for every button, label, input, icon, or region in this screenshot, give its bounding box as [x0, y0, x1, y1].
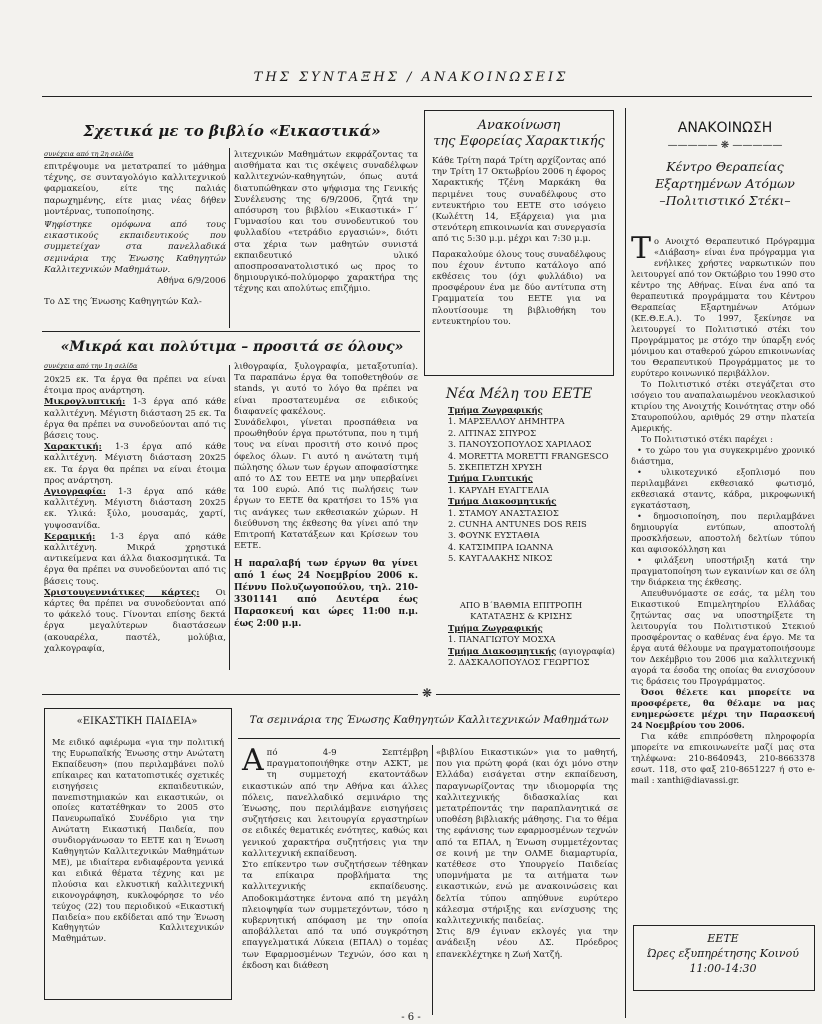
member-item: 5. ΣΚΕΠΕΤΖΗ ΧΡΥΣΗ	[448, 462, 543, 473]
small-receipt-note: Η παραλαβή των έργων θα γίνει από 1 έως 24 Νοεμβρίου 2006 κ. Πέννυ Πολυζωγοπούλου, τηλ. 210-3301141 από Δευτέρα έως Παρασκευή και ώρες 11:00 π.μ. έως 2:00 μ.μ.	[234, 559, 418, 630]
members-list: Τμήμα Ζωγραφικής 1. ΜΑΡΣΕΛΛΟΥ ΔΗΜΗΤΡΑ 2. ΛΙΤΙΝΑΣ ΣΠΥΡΟΣ 3. ΠΑΝΟΥΣΟΠΟΥΛΟΣ ΧΑΡΙΛΑΟΣ 4. MORETTA MORETTI FRANGESCO 5. ΣΚΕΠΕΤΖΗ ΧΡΥΣΗ Τμήμα Γλυπτικής 1. ΚΑΡΥΔΗ ΕΥΑΓΓΕΛΙΑ Τμήμα Διακοσμητικής 1. ΣΤΑΜΟΥ ΑΝΑΣΤΑΣΙΟΣ 2. CUNHA ANTUNES DOS REIS 3. ΦΟΥΝΚ ΕΥΣΤΑΘΙΑ 4. ΚΑΤΣΙΜΠΡΑ ΙΩΑΝΝΑ 5. ΚΑΥΓΑΛΑΚΗΣ ΝΙΚΟΣ	[448, 405, 620, 565]
engraving-paragraph: Κάθε Τρίτη παρά Τρίτη αρχίζοντας από την Τρίτη 17 Οκτωβρίου 2006 η έφορος Χαρακτικής Τζένη Μαρκάκη θα περιμένει τους συναδέλφους στο εντευκτήριο του ΕΕΤΕ στο ισόγειο (Κωλέττη 14, Εξάρχεια) για μια στενότερη επικοινωνία και συνεργασία από τις 5:30 μ.μ. μέχρι και 7:30 μ.μ.	[432, 156, 606, 245]
announcement-bullet: • το χώρο του για συγκεκριμένο χρονικό διάστημα,	[631, 445, 815, 466]
ornament-icon: ❋	[418, 686, 436, 700]
column-rule	[625, 108, 626, 1018]
announcement-bullet: • υλικοτεχνικό εξοπλισμό που περιλαμβάνει εκθεσιακό φωτισμό, εκθεσιακά σταντς, κάδρα, μικροφωνική εγκατάσταση,	[631, 467, 815, 510]
member-item: 1. ΣΤΑΜΟΥ ΑΝΑΣΤΑΣΙΟΣ	[448, 507, 559, 518]
member-item: 2. CUNHA ANTUNES DOS REIS	[448, 519, 587, 530]
column-rule	[229, 148, 230, 328]
small-paragraph: Συνάδελφοι, γίνεται προσπάθεια να προωθηθούν έργα πρωτότυπα, που η τιμή τους να είναι προσιτή στο κοινό προς όφελος όλων. Γι αυτό η ανώτατη τιμή πώλησης όλων των έργων αποφασίστηκε από το ΔΣ του ΕΕΤΕ να μην υπερβαίνει τα 100 ευρώ. Από τις πωλήσεις των έργων το ΕΕΤΕ θα κρατήσει το 15% για τις ανάγκες των εκθεσιακών χώρων. Η διεύθυνση της έκθεσης θα γίνει από την Επιτροπή Κατατάξεων και Κρίσεων του ΕΕΤΕ.	[234, 418, 418, 552]
member-item: 1. ΜΑΡΣΕΛΛΟΥ ΔΗΜΗΤΡΑ	[448, 416, 565, 427]
small-paragraph: 20x25 εκ. Τα έργα θα πρέπει να είναι έτοιμα προς ανάρτηση.	[44, 375, 226, 397]
announcement-bold-note: Όσοι θέλετε και μπορείτε να προσφέρετε, θα θέλαμε να μας ενημερώσετε μέχρι την Παρασκευή 24 Νοεμβρίου του 2006.	[631, 687, 815, 730]
announcement-subtitle: Κέντρο Θεραπείας Εξαρτημένων Ατόμων –Πολιτιστικό Στέκι–	[655, 159, 795, 208]
seminar-left-column: Από 4-9 Σεπτέμβρη πραγματοποιήθηκε στην ΑΣΚΤ, με τη συμμετοχή εκατοντάδων εικαστικών από την Αθήνα και άλλες πόλεις, πανελλαδικό σεμινάριο της Ένωσης, που περιλάμβανε εισηγήσεις συζητήσεις και λειτουργία εργαστηρίων σε ειδικές θεματικές ενότητες, καθώς και γενικού χαρακτήρα συζητήσεις για την καλλιτεχνική εκπαίδευση. Στο επίκεντρο των συζητήσεων τέθηκαν τα επίκαιρα προβλήματα της καλλιτεχνικής εκπαίδευσης. Αποδοκιμάστηκε έντονα από τη μεγάλη πλειοψηφία των συμμετεχόντων, τόσο η κυβερνητική απόφαση με την οποία αποβάλλεται από τα υπό συγκρότηση επαγγελματικά Λύκεια (ΕΠΑΛ) ο τομέας των Εφαρμοσμένων Τεχνών, όσο και η έκδοση και διάθεση	[242, 743, 428, 971]
engraving-title: Ανακοίνωση της Εφορείας Χαρακτικής	[433, 118, 605, 149]
small-paragraph: Μικρογλυπτική: 1-3 έργα από κάθε καλλιτέχνη. Μέγιστη διάσταση 25 εκ. Τα έργα θα πρέπει να συνοδεύονται από τις βάσεις τους.	[44, 397, 226, 442]
section-rule	[42, 331, 420, 332]
announcement-title: ΑΝΑΚΟΙΝΩΣΗ	[677, 120, 773, 136]
book-article-title: Σχετικά με το βιβλίο «Εικαστικά»	[83, 122, 381, 140]
page-header: ΤΗΣ ΣΥΝΤΑΞΗΣ / ΑΝΑΚΟΙΝΩΣΕΙΣ	[253, 70, 569, 85]
book-paragraph: επιτρέψουμε να μετατραπεί το μάθημα τέχνης, σε συνταγολόγιο καλλιτεχνικού φαρμακείου, είτε της παλιάς παρωχημένης, είτε μιας νέας δήθεν μοντέρνας, τυποποίησης.	[44, 162, 226, 217]
seminar-drop-cap: Α	[242, 743, 264, 778]
eete-hours: ΕΕΤΕ Ώρες εξυπηρέτησης Κοινού 11:00-14:30	[647, 932, 799, 975]
member-item: 2. ΛΙΤΙΝΑΣ ΣΠΥΡΟΣ	[448, 427, 537, 438]
engraving-body	[432, 156, 606, 328]
book-article-right-column	[234, 150, 418, 296]
column-rule	[229, 365, 230, 670]
section-rule	[42, 694, 620, 695]
announcement-body: Το Ανοιχτό Θεραπευτικό Πρόγραμμα «Διάβαση» είναι ένα πρόγραμμα για ενήλικες χρήστες ναρκωτικών που λειτουργεί από τον Οκτώβριο του 1990 στο κέντρο της Αθήνας. Είναι ένα από τα θεραπευτικά προγράμματα του Κέντρου Θεραπείας Εξαρτημένων Ατόμων (ΚΕ.Θ.Ε.Α.). Το 1997, ξεκίνησε να λειτουργεί το Πολιτιστικό στέκι του Προγράμματος με στόχο την ύπαρξη ενός μόνιμου και σταθερού χώρου επικοινωνίας του Θεραπευτικού Προγράμματος με το ευρύτερο κοινωνικό περιβάλλον. Το Πολιτιστικό στέκι στεγάζεται στο ισόγειο του αναπαλαιωμένου νεοκλασικού κτιρίου της Ανοιχτής Κοινότητας στην οδό Σταυροπούλου, αριθμός 29 στην πλατεία Αμερικής. Το Πολιτιστικό στέκι παρέχει : • το χώρο του για συγκεκριμένο χρονικό διάστημα, • υλικοτεχνικό εξοπλισμό που περιλαμβάνει εκθεσιακό φωτισμό, εκθεσιακά σταντς, κάδρα, μικροφωνική εγκατάσταση, • δημοσιοποίηση, που περιλαμβάνει δημιουργία εντύπων, αποστολή προσκλήσεων, αποστολή δελτίων τύπου και αφισοκόλληση και • φιλάξενη υποστήριξη κατά την πραγματοποίηση των εγκαινίων και σε όλη την διάρκεια της έκθεσης. Απευθυνόμαστε σε εσάς, τα μέλη του Εικαστικού Επιμελητηρίου Ελλάδας ζητώντας σας να υποστηρίξετε τη λειτουργία του Πολιτιστικού Στεκιού προσφέροντας ο καθένας ένα έργο. Με τα έργα αυτά θέλουμε να πραγματοποιήσουμε τον Δεκέμβριο του 2006 μια καλλιτεχνική αγορά τα έσοδα της οποίας θα ενισχύσουν τις δράσεις του Προγράμματος. Όσοι θέλετε και μπορείτε να προσφέρετε, θα θέλαμε να μας ενημερώσετε μέχρι την Παρασκευή 24 Νοεμβρίου του 2006. Για κάθε επιπρόσθετη πληροφορία μπορείτε να επικοινωνείτε μαζί μας στα τηλέφωνα: 210-8640943, 210-8663378 εσωτ. 118, στο φαξ 210-8651227 ή στο e-mail : xanthi@diavassi.gr.	[631, 231, 816, 785]
small-paragraph: λιθογραφία, ξυλογραφία, μεταξοτυπία). Τα παραπάνω έργα θα τοποθετηθούν σε stands, γι αυτό το λόγο θα πρέπει να είναι προστατευμένα σε ειδικούς διαφανείς φακέλους.	[234, 362, 418, 417]
section-rule	[238, 738, 620, 739]
book-vote-note: Ψηφίστηκε ομόφωνα από τους εικαστικούς εκπαιδευτικούς που συμμετείχαν στα πανελλαδικά σεμινάρια της Ένωσης Καθηγητών Καλλιτεχνικών Μαθημάτων.	[44, 220, 226, 275]
education-body: Με ειδικό αφιέρωμα «για την πολιτική της Ευρωπαϊκής Ένωσης στην Ανώτατη Εκπαίδευση» (που περιλαμβάνει πολύ επίκαιρες και κατατοπιστικές σχετικές εισηγήσεις εκπαιδευτικών, πανεπιστημιακών και εικαστικών, οι οποίες κατατέθηκαν το 2005 στο Πανευρωπαϊκό Συνέδριο για την Ανώτατη Εικαστική Παιδεία, που συνδιοργάνωσαν το ΕΕΤΕ και η Ένωση Καθηγητών Καλλιτεχνικών Μαθημάτων ΜΕ), με ιδιαίτερα ενδιαφέροντα γενικά και ειδικά θέματα τέχνης και με πλούσια και ελκυστική καλλιτεχνική εικονογράφηση, κυκλοφόρησε το νέο τεύχος (22) του περιοδικού «Εικαστική Παιδεία» που εκδίδεται από την Ένωση Καθηγητών Καλλιτεχνικών Μαθημάτων.	[52, 737, 224, 944]
small-article-title: «Μικρά και πολύτιμα – προσιτά σε όλους»	[60, 339, 404, 355]
announcement-bullet: • φιλάξενη υποστήριξη κατά την πραγματοποίηση των εγκαινίων και σε όλη την διάρκεια της έκθεσης.	[631, 555, 816, 587]
member-item: 5. ΚΑΥΓΑΛΑΚΗΣ ΝΙΚΟΣ	[448, 553, 553, 564]
small-paragraph: Χριστουγεννιάτικες κάρτες: Οι κάρτες θα πρέπει να συνοδεύονται από το φάκελό τους. Γίνονται επίσης δεκτά έργα μεγαλύτερων διαστάσεων (ακουαρέλα, παστέλ, μολύβια, χαλκογραφία,	[44, 587, 226, 654]
member-item: 4. ΚΑΤΣΙΜΠΡΑ ΙΩΑΝΝΑ	[448, 541, 554, 552]
small-paragraph: Αγιογραφία: 1-3 έργα από κάθε καλλιτέχνη. Μέγιστη διάσταση 20x25 εκ. Υλικά: ξύλο, μουσαμάς, χαρτί, γυψοσανίδα.	[44, 487, 226, 531]
small-article-right-column	[234, 362, 418, 630]
member-item: 3. ΠΑΝΟΥΣΟΠΟΥΛΟΣ ΧΑΡΙΛΑΟΣ	[448, 439, 592, 450]
small-article-left-column	[44, 375, 226, 655]
small-paragraph: Κεραμική: 1-3 έργα από κάθε καλλιτέχνη. Μικρά χρηστικά αντικείμενα και άλλα διακοσμητικά. Τα έργα θα πρέπει να συνοδεύονται από τις βάσεις τους.	[44, 531, 226, 587]
grade-committee-heading: ΑΠΟ Β΄ΒΑΘΜΙΑ ΕΠΙΤΡΟΠΗ ΚΑΤΑΤΑΞΗΣ & ΚΡΙΣΗΣ	[459, 600, 583, 622]
education-title: «ΕΙΚΑΣΤΙΚΗ ΠΑΙΔΕΙΑ»	[76, 716, 198, 727]
page-number: - 6 -	[401, 1012, 421, 1023]
engraving-paragraph: Παρακαλούμε όλους τους συναδέλφους που έχουν έντυπο κατάλογο από εκθέσεις του (όχι φυλλάδιο) να προσφέρουν ένα με δύο αντίτυπα στη Γραμματεία του ΕΕΤΕ για να πλουτίσουμε τη βιβλιοθήκη του εντευκτηρίου του.	[432, 249, 606, 327]
book-date: Αθήνα 6/9/2006	[157, 276, 226, 287]
book-article-left-column	[44, 162, 226, 308]
ornament-icon: ————— ❋ —————	[667, 140, 783, 151]
header-rule	[42, 96, 812, 97]
members-title: Νέα Μέλη του ΕΕΤΕ	[445, 386, 593, 402]
member-item: 4. MORETTA MORETTI FRANGESCO	[448, 450, 609, 461]
announcement-drop-cap: Τ	[631, 231, 652, 266]
announcement-bullet: • δημοσιοποίηση, που περιλαμβάνει δημιουργία εντύπων, αποστολή προσκλήσεων, αποστολή δελτίων τύπου και αφισοκόλληση και	[631, 511, 816, 554]
book-continued-note: συνέχεια από τη 2η σελίδα	[44, 150, 134, 158]
grade-committee-list: Τμήμα Ζωγραφικής 1. ΠΑΝΑΓΙΩΤΟΥ ΜΟΣΧΑ Τμήμα Διακοσμητικής (αγιογραφία) 2. ΔΑΣΚΑΛΟΠΟΥΛΟΣ ΓΕΩΡΓΙΟΣ	[448, 623, 620, 669]
seminar-title: Τα σεμινάρια της Ένωσης Καθηγητών Καλλιτεχνικών Μαθημάτων	[249, 714, 609, 726]
seminar-right-column: «βιβλίου Εικαστικών» για το μαθητή, που για πρώτη φορά (και όχι μόνο στην Ελλάδα) εισάγεται στην εκπαίδευση, παραγνωρίζοντας την ιδιομορφία της καλλιτεχνικής διδασκαλίας και μετατρέποντάς την παραπλανητικά σε υποθέση βιβλιακής μάθησης. Για το θέμα της εφάνισης των εφαρμοσμένων τεχνών από τα ΕΠΑΛ, η Ένωση συμμετέχοντας σε κοινή με την ΟΛΜΕ διαμαρτυρία, κατέθεσε στο Υπουργείο Παιδείας υπομνήματα με τα αιτήματα των εικαστικών, ενώ με ανακοινώσεις και δελτία τύπου απηύθυνε ευρύτερο κάλεσμα στήριξης και ενίσχυσης της καλλιτεχνικής παιδείας. Στις 8/9 έγιναν εκλογές για την ανάδειξη νέου ΔΣ. Πρόεδρος επανεκλέχτηκε η Ζωή Χατζή.	[436, 748, 618, 960]
member-item: 1. ΠΑΝΑΓΙΩΤΟΥ ΜΟΣΧΑ	[448, 634, 556, 645]
book-signature: Το ΔΣ της Ένωσης Καθηγητών Καλ-	[44, 297, 202, 308]
small-continued-note: συνέχεια από την 1η σελίδα	[44, 362, 138, 370]
member-item: 1. ΚΑΡΥΔΗ ΕΥΑΓΓΕΛΙΑ	[448, 484, 549, 495]
member-item: 2. ΔΑΣΚΑΛΟΠΟΥΛΟΣ ΓΕΩΡΓΙΟΣ	[448, 657, 590, 668]
member-item: 3. ΦΟΥΝΚ ΕΥΣΤΑΘΙΑ	[448, 530, 540, 541]
small-paragraph: Χαρακτική: 1-3 έργα από κάθε καλλιτέχνη. Μέγιστη διάσταση 20x25 εκ. Τα έργα θα πρέπει να είναι έτοιμα προς ανάρτηση.	[44, 442, 226, 486]
book-paragraph: λιτεχνικών Μαθημάτων εκφράζοντας τα αισθήματα και τις σκέψεις συναδέλφων καλλιτεχνών-καθηγητών, όπως αυτά διατυπώθηκαν στο ψήφισμα της Γενικής Συνέλευσης της 6/9/2006, ζητά την απόσυρση του βιβλίου «Εικαστικά» Γ΄ Γυμνασίου και του συνοδευτικού του φυλλαδίου «τετράδιο εργασιών», διότι στα χέρια των μαθητών συνιστά εκπαιδευτικό υλικό αποσπροσανατολιστικό ως προς το δημιουργικό-πολύμορφο χαρακτήρα της τέχνης και απολύτως επιζήμιο.	[234, 150, 418, 295]
column-rule	[432, 745, 433, 1015]
